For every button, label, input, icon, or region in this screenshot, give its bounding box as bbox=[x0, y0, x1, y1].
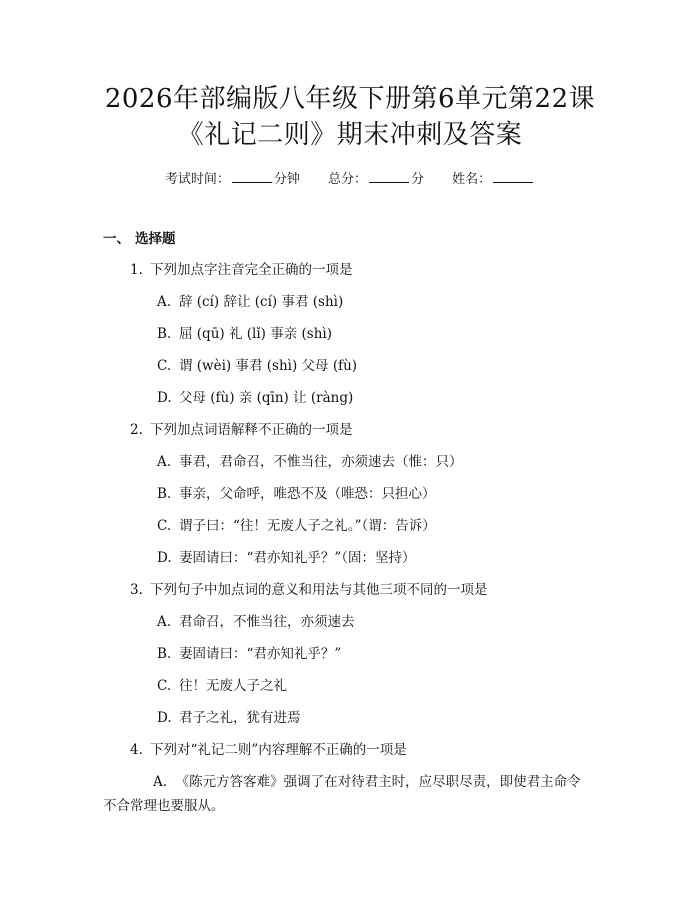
answer-option bbox=[157, 548, 416, 568]
option-letter: B. bbox=[157, 486, 172, 502]
question-text: 下列加点词语解释不正确的一项是 bbox=[150, 422, 353, 438]
option-text: 谓子曰：“往！无废人子之礼。”（谓：告诉） bbox=[179, 518, 436, 534]
option-letter: A. bbox=[157, 294, 172, 310]
section-title: 选择题 bbox=[135, 231, 176, 247]
exam-time-blank bbox=[232, 168, 272, 183]
name-blank bbox=[493, 168, 533, 183]
total-score-unit: 分 bbox=[411, 172, 425, 187]
document-title-line2: 《礼记二则》期末冲刺及答案 bbox=[177, 120, 523, 150]
answer-option bbox=[157, 452, 463, 472]
answer-option bbox=[157, 484, 436, 504]
option-letter: A. bbox=[157, 614, 172, 630]
answer-option bbox=[157, 612, 355, 632]
answer-option bbox=[157, 708, 301, 728]
answer-option bbox=[157, 292, 343, 312]
exam-time-field bbox=[165, 168, 300, 190]
option-text: 君命召，不惟当往，亦须速去 bbox=[179, 614, 355, 630]
option-letter: A. bbox=[153, 774, 168, 790]
name-label: 姓名： bbox=[452, 172, 492, 187]
option-letter: C. bbox=[157, 518, 172, 534]
option-letter: C. bbox=[157, 358, 172, 374]
option-text: 事亲，父命呼，唯恐不及（唯恐：只担心） bbox=[179, 486, 436, 502]
option-letter: C. bbox=[157, 678, 172, 694]
option-letter: A. bbox=[157, 454, 172, 470]
exam-info bbox=[0, 168, 700, 190]
answer-option bbox=[157, 388, 353, 408]
total-score-field bbox=[328, 168, 424, 190]
option-letter: B. bbox=[157, 646, 172, 662]
question-number: 1. bbox=[130, 262, 143, 278]
section-number: 一、 bbox=[103, 231, 130, 247]
option-letter: B. bbox=[157, 326, 172, 342]
option-text: 辞 (cí) 辞让 (cí) 事君 (shì) bbox=[179, 294, 344, 310]
question-text: 下列句子中加点词的意义和用法与其他三项不同的一项是 bbox=[150, 582, 488, 598]
answer-option bbox=[157, 324, 332, 344]
option-text: 父母 (fù) 亲 (qīn) 让 (ràng) bbox=[179, 390, 354, 406]
total-score-blank bbox=[369, 168, 409, 183]
total-score-label: 总分： bbox=[327, 172, 367, 187]
name-field bbox=[452, 168, 535, 190]
option-letter: D. bbox=[157, 390, 172, 406]
answer-option bbox=[157, 644, 341, 664]
question-number: 4. bbox=[130, 742, 143, 758]
option-text: 谓 (wèi) 事君 (shì) 父母 (fù) bbox=[179, 358, 358, 374]
section-heading bbox=[103, 229, 176, 249]
answer-option bbox=[157, 516, 436, 536]
question-number: 3. bbox=[130, 582, 143, 598]
exam-time-unit: 分钟 bbox=[273, 172, 300, 187]
question-stem bbox=[130, 420, 353, 440]
option-text: 君子之礼，犹有进焉 bbox=[179, 710, 301, 726]
option-letter: D. bbox=[157, 550, 172, 566]
option-text: 屈 (qū) 礼 (lǐ) 事亲 (shì) bbox=[179, 326, 332, 342]
option-text: 妻固请曰：“君亦知礼乎？”（固：坚持） bbox=[179, 550, 416, 566]
answer-option bbox=[157, 356, 357, 376]
question-text: 下列加点字注音完全正确的一项是 bbox=[150, 262, 353, 278]
option-text: 事君，君命召，不惟当往，亦须速去（惟：只） bbox=[179, 454, 463, 470]
question-number: 2. bbox=[130, 422, 143, 438]
option-letter: D. bbox=[157, 710, 172, 726]
document-title-line1: 2026年部编版八年级下册第6单元第22课 bbox=[104, 84, 596, 114]
exam-time-label: 考试时间： bbox=[164, 172, 230, 187]
question-stem bbox=[130, 740, 407, 760]
option-text: 往！无废人子之礼 bbox=[179, 678, 287, 694]
answer-option bbox=[157, 676, 287, 696]
option-text: 《陈元方答客难》强调了在对待君主时，应尽职尽责，即使君主命令不合常理也要服从。 bbox=[103, 774, 581, 814]
option-text: 妻固请曰：“君亦知礼乎？” bbox=[179, 646, 342, 662]
question-stem bbox=[130, 260, 353, 280]
question-text: 下列对“礼记二则”内容理解不正确的一项是 bbox=[150, 742, 407, 758]
answer-option bbox=[103, 770, 593, 818]
question-stem bbox=[130, 580, 488, 600]
